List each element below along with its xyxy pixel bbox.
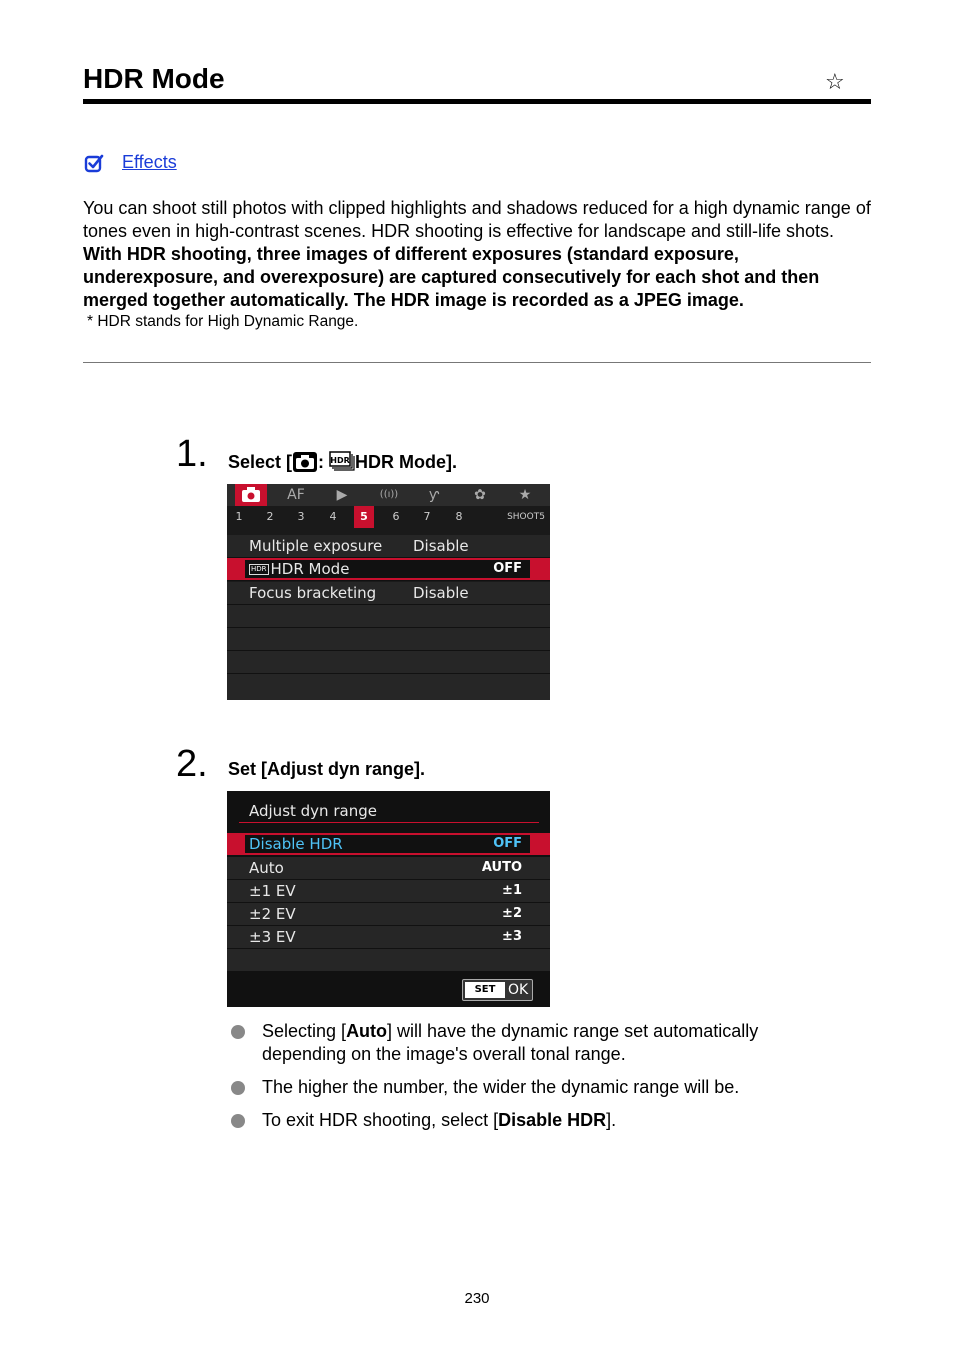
ok-label: OK [508,982,529,998]
page-num[interactable]: 8 [455,510,463,523]
title-divider [239,822,539,823]
bullet-dot [231,1081,245,1095]
tab-setup[interactable]: ƴ [428,487,440,503]
star-icon[interactable]: ☆ [825,70,845,95]
page-num[interactable]: 7 [423,510,431,523]
tab-shooting[interactable] [235,484,267,506]
tab-my-menu[interactable]: ★ [518,487,532,503]
menu-row-focus-bracketing[interactable] [227,582,550,605]
option-label: Auto [249,859,284,877]
page-num-active[interactable]: 5 [354,506,374,528]
set-button-label: SET [465,982,505,998]
menu-row-empty [227,949,550,972]
step-1-text-b: : [318,452,330,472]
menu-row-value: OFF [493,561,522,576]
option-ev2[interactable] [227,903,550,926]
page-num[interactable]: 6 [392,510,400,523]
camera-menu-screen-2 [227,791,550,1007]
bullet-dot [231,1114,245,1128]
page-num[interactable]: 4 [329,510,337,523]
intro-text [83,197,873,332]
menu-row-hdr-mode[interactable] [227,558,550,581]
page-number: 230 [464,1290,490,1307]
option-value: OFF [493,836,522,851]
menu-row-empty [227,651,550,674]
step-1-instruction [228,451,457,473]
bullet-auto: Selecting [Auto] will have the dynamic range set automatically depending on the image's overall tonal range. [262,1021,759,1064]
step-2-number: 2. [176,743,208,785]
bullet-range: The higher the number, the wider the dynamic range will be. [262,1077,740,1097]
hdr-icon [329,451,355,471]
menu-page-numbers [227,506,550,528]
bullet-exit: To exit HDR shooting, select [Disable HDR]. [262,1110,617,1130]
checkbox-icon [84,153,104,173]
bullet-dot [231,1025,245,1039]
intro-bold-paragraph: With HDR shooting, three images of different exposures (standard exposure, underexposure, and overexposure) are captured consecutively for each shot and then merged together automatically. The HDR image is recorded as a JPEG image. [83,244,820,310]
page-num[interactable]: 1 [235,510,243,523]
page-num[interactable]: 2 [266,510,274,523]
hdr-badge-icon: HDR [251,565,267,573]
intro-paragraph: You can shoot still photos with clipped highlights and shadows reduced for a high dynamic range of tones even in high-contrast scenes. HDR shooting is effective for landscape and still-life shots. [83,198,871,241]
menu-row-value: Disable [413,537,469,555]
menu-row-value: Disable [413,584,469,602]
menu-row-label: Multiple exposure [249,537,383,555]
title-underline [83,99,871,104]
menu-tab-bar [227,484,550,506]
section-divider [83,362,871,363]
camera-menu-screen-1 [227,484,550,700]
tab-playback[interactable]: ▶ [336,487,348,503]
menu-row-label: Focus bracketing [249,584,377,602]
step-1-text-a: Select [ [228,452,293,472]
option-value: AUTO [481,860,522,875]
menu-row-empty [227,674,550,700]
set-ok-button[interactable] [462,979,533,1001]
page-num[interactable]: 3 [297,510,305,523]
option-value: ±3 [502,929,522,944]
option-label: ±2 EV [249,905,296,923]
option-label: ±3 EV [249,928,296,946]
effects-link[interactable]: Effects [122,152,177,172]
camera-icon [292,452,318,472]
tab-custom[interactable]: ✿ [474,487,486,503]
option-value: ±1 [502,883,522,898]
menu-row-empty [227,628,550,651]
menu-row-empty [227,605,550,628]
option-ev3[interactable] [227,926,550,949]
tab-af[interactable]: AF [287,487,305,503]
step-1-number: 1. [176,433,208,475]
option-auto[interactable] [227,857,550,880]
option-label: Disable HDR [249,835,343,853]
option-value: ±2 [502,906,522,921]
menu-page-label: SHOOT5 [507,512,545,522]
menu-screen-title: Adjust dyn range [249,802,377,820]
option-label: ±1 EV [249,882,296,900]
menu-row-multiple-exposure[interactable] [227,535,550,558]
step-1-text-c: HDR Mode]. [355,452,458,472]
option-ev1[interactable] [227,880,550,903]
menu-row-label: HDR HDR Mode [251,560,350,578]
page-title: HDR Mode [83,63,225,94]
step-2-instruction: Set [Adjust dyn range]. [228,759,426,779]
footnote: * HDR stands for High Dynamic Range. [87,313,359,330]
svg-text:HDR: HDR [330,456,350,465]
option-disable-hdr[interactable] [227,833,550,856]
tab-wireless[interactable]: ((ı)) [379,489,399,500]
